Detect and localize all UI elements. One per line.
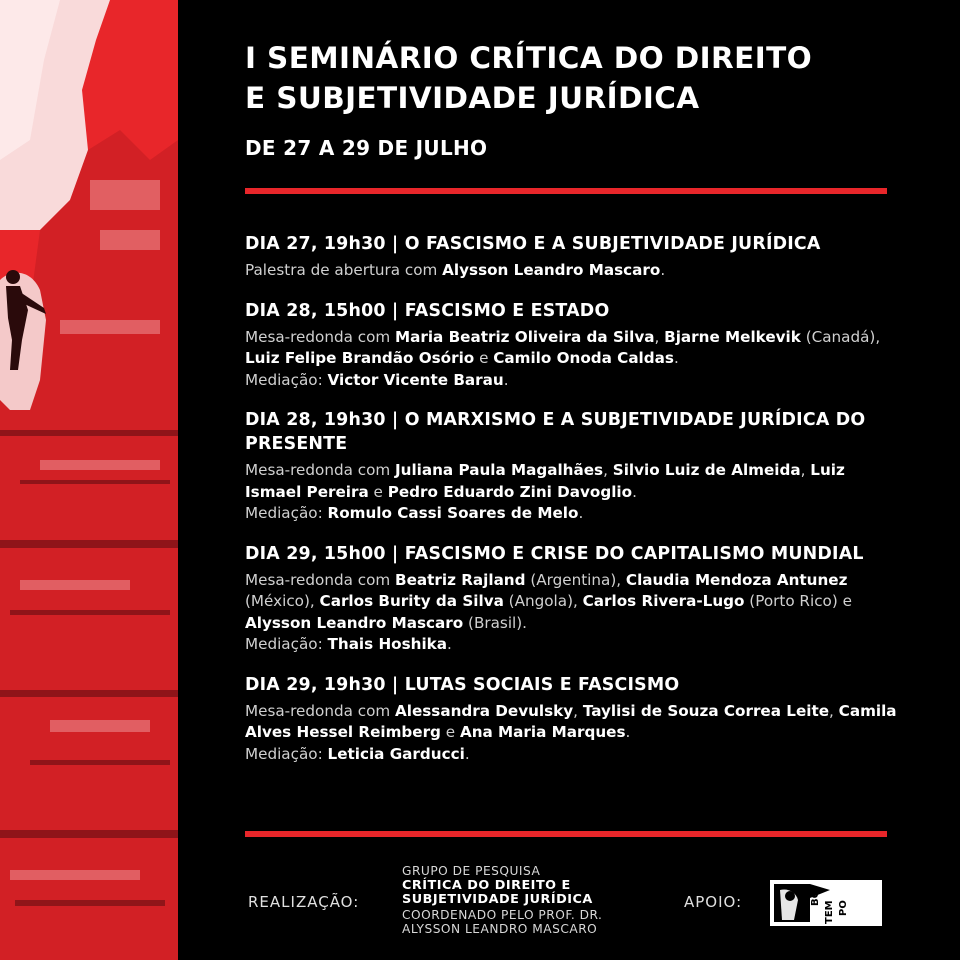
apoio-label: APOIO: (684, 893, 743, 911)
description-text: Mediação: (245, 635, 328, 653)
svg-text:PO: PO (838, 900, 849, 916)
event-heading: DIA 29, 19h30 | LUTAS SOCIAIS E FASCISMO (245, 674, 680, 695)
speaker-name: Carlos Rivera-Lugo (582, 592, 745, 610)
event-heading: DIA 28, 15h00 | FASCISMO E ESTADO (245, 300, 610, 321)
event-description (245, 701, 905, 766)
speaker-name: Alysson Leandro Mascaro (245, 613, 464, 632)
realizacao-label: REALIZAÇÃO: (248, 893, 360, 911)
speaker-name: Beatriz Rajland (395, 570, 526, 589)
speaker-name: Carlos Burity da Silva (319, 592, 504, 610)
description-text: , (654, 327, 665, 346)
organizer-name-line: CRÍTICA DO DIREITO E (402, 877, 571, 893)
description-text: (Angola), (503, 592, 583, 610)
description-text: , (573, 701, 583, 720)
description-text: Mesa-redonda com (245, 570, 395, 589)
description-text: (Argentina), (525, 570, 626, 589)
description-text: . (660, 261, 666, 279)
description-text: . (503, 370, 509, 389)
speaker-name: Camila Alves Hessel Reimberg (245, 701, 897, 741)
description-text: Mesa-redonda com (245, 327, 395, 346)
description-text: e (368, 482, 388, 501)
description-text: e (474, 349, 494, 367)
description-text: Mediação: (245, 744, 328, 763)
speaker-name: Leticia Garducci (327, 744, 465, 763)
boitempo-logo (770, 880, 882, 926)
event-item (245, 299, 905, 392)
speaker-name: Alessandra Devulsky (395, 701, 574, 720)
event-heading: DIA 27, 19h30 | O FASCISMO E A SUBJETIVIDADE JURÍDICA (245, 234, 821, 254)
event-description (245, 460, 905, 525)
description-text: , (829, 701, 839, 720)
description-text: Mediação: (245, 504, 328, 522)
speaker-name: Silvio Luiz de Almeida (612, 461, 801, 479)
description-text: (Porto Rico) e (744, 592, 852, 610)
event-description (245, 260, 905, 282)
decorative-photo (0, 0, 178, 960)
events-list (245, 232, 905, 782)
divider-bottom (245, 831, 887, 837)
organizer-line: COORDENADO PELO PROF. DR. (402, 907, 603, 922)
title-line-2: E SUBJETIVIDADE JURÍDICA (245, 81, 700, 115)
speaker-name: Thais Hoshika (327, 635, 448, 653)
description-text: , (800, 461, 811, 479)
description-text: (Brasil). (463, 613, 528, 632)
description-text: (México), (245, 592, 320, 610)
speaker-name: Romulo Cassi Soares de Melo (327, 504, 579, 522)
speaker-name: Taylisi de Souza Correa Leite (582, 701, 830, 720)
speaker-name: Maria Beatriz Oliveira da Silva (395, 327, 655, 346)
event-description (245, 327, 905, 392)
description-text: , (603, 461, 613, 479)
title-line-1: I SEMINÁRIO CRÍTICA DO DIREITO (245, 41, 813, 75)
speaker-name: Luiz Ismael Pereira (245, 461, 845, 501)
description-text: . (632, 482, 637, 501)
speaker-name: Camilo Onoda Caldas (493, 349, 674, 367)
description-text: . (464, 744, 470, 763)
svg-text:BOI: BOI (810, 886, 821, 906)
event-item (245, 673, 905, 766)
event-item (245, 542, 905, 656)
event-heading: DIA 28, 19h30 | O MARXISMO E A SUBJETIVIDADE JURÍDICA DO PRESENTE (245, 410, 866, 454)
speaker-name: Ana Maria Marques (459, 723, 626, 741)
description-text: . (447, 635, 452, 653)
description-text: e (440, 723, 460, 741)
event-item (245, 408, 905, 525)
event-description (245, 570, 905, 656)
speaker-name: Bjarne Melkevik (664, 327, 801, 346)
speaker-name: Alysson Leandro Mascaro (442, 261, 661, 279)
ruins-illustration (0, 0, 178, 960)
organizer-name-line: SUBJETIVIDADE JURÍDICA (402, 892, 593, 908)
speaker-name: Luiz Felipe Brandão Osório (245, 349, 475, 367)
description-text: . (673, 349, 679, 367)
event-dates: DE 27 A 29 DE JULHO (245, 136, 488, 160)
speaker-name: Juliana Paula Magalhães (395, 461, 604, 479)
divider-top (245, 188, 887, 194)
svg-text:TEM: TEM (824, 900, 835, 924)
description-text: Palestra de abertura com (245, 261, 443, 279)
speaker-name: Victor Vicente Barau (327, 370, 504, 389)
description-text: Mesa-redonda com (245, 461, 395, 479)
event-item (245, 232, 905, 282)
page-title (245, 38, 812, 118)
description-text: . (578, 504, 584, 522)
organizer-line: GRUPO DE PESQUISA (402, 864, 541, 878)
description-text: Mediação: (245, 370, 328, 389)
speaker-name: Pedro Eduardo Zini Davoglio (387, 482, 633, 501)
event-heading: DIA 29, 15h00 | FASCISMO E CRISE DO CAPITALISMO MUNDIAL (245, 543, 864, 564)
description-text: . (625, 723, 631, 741)
organizer-block (402, 864, 602, 937)
organizer-line: ALYSSON LEANDRO MASCARO (402, 922, 598, 937)
speaker-name: Claudia Mendoza Antunez (625, 570, 848, 589)
footer (0, 860, 960, 960)
description-text: Mesa-redonda com (245, 701, 395, 720)
description-text: (Canadá), (800, 327, 881, 346)
